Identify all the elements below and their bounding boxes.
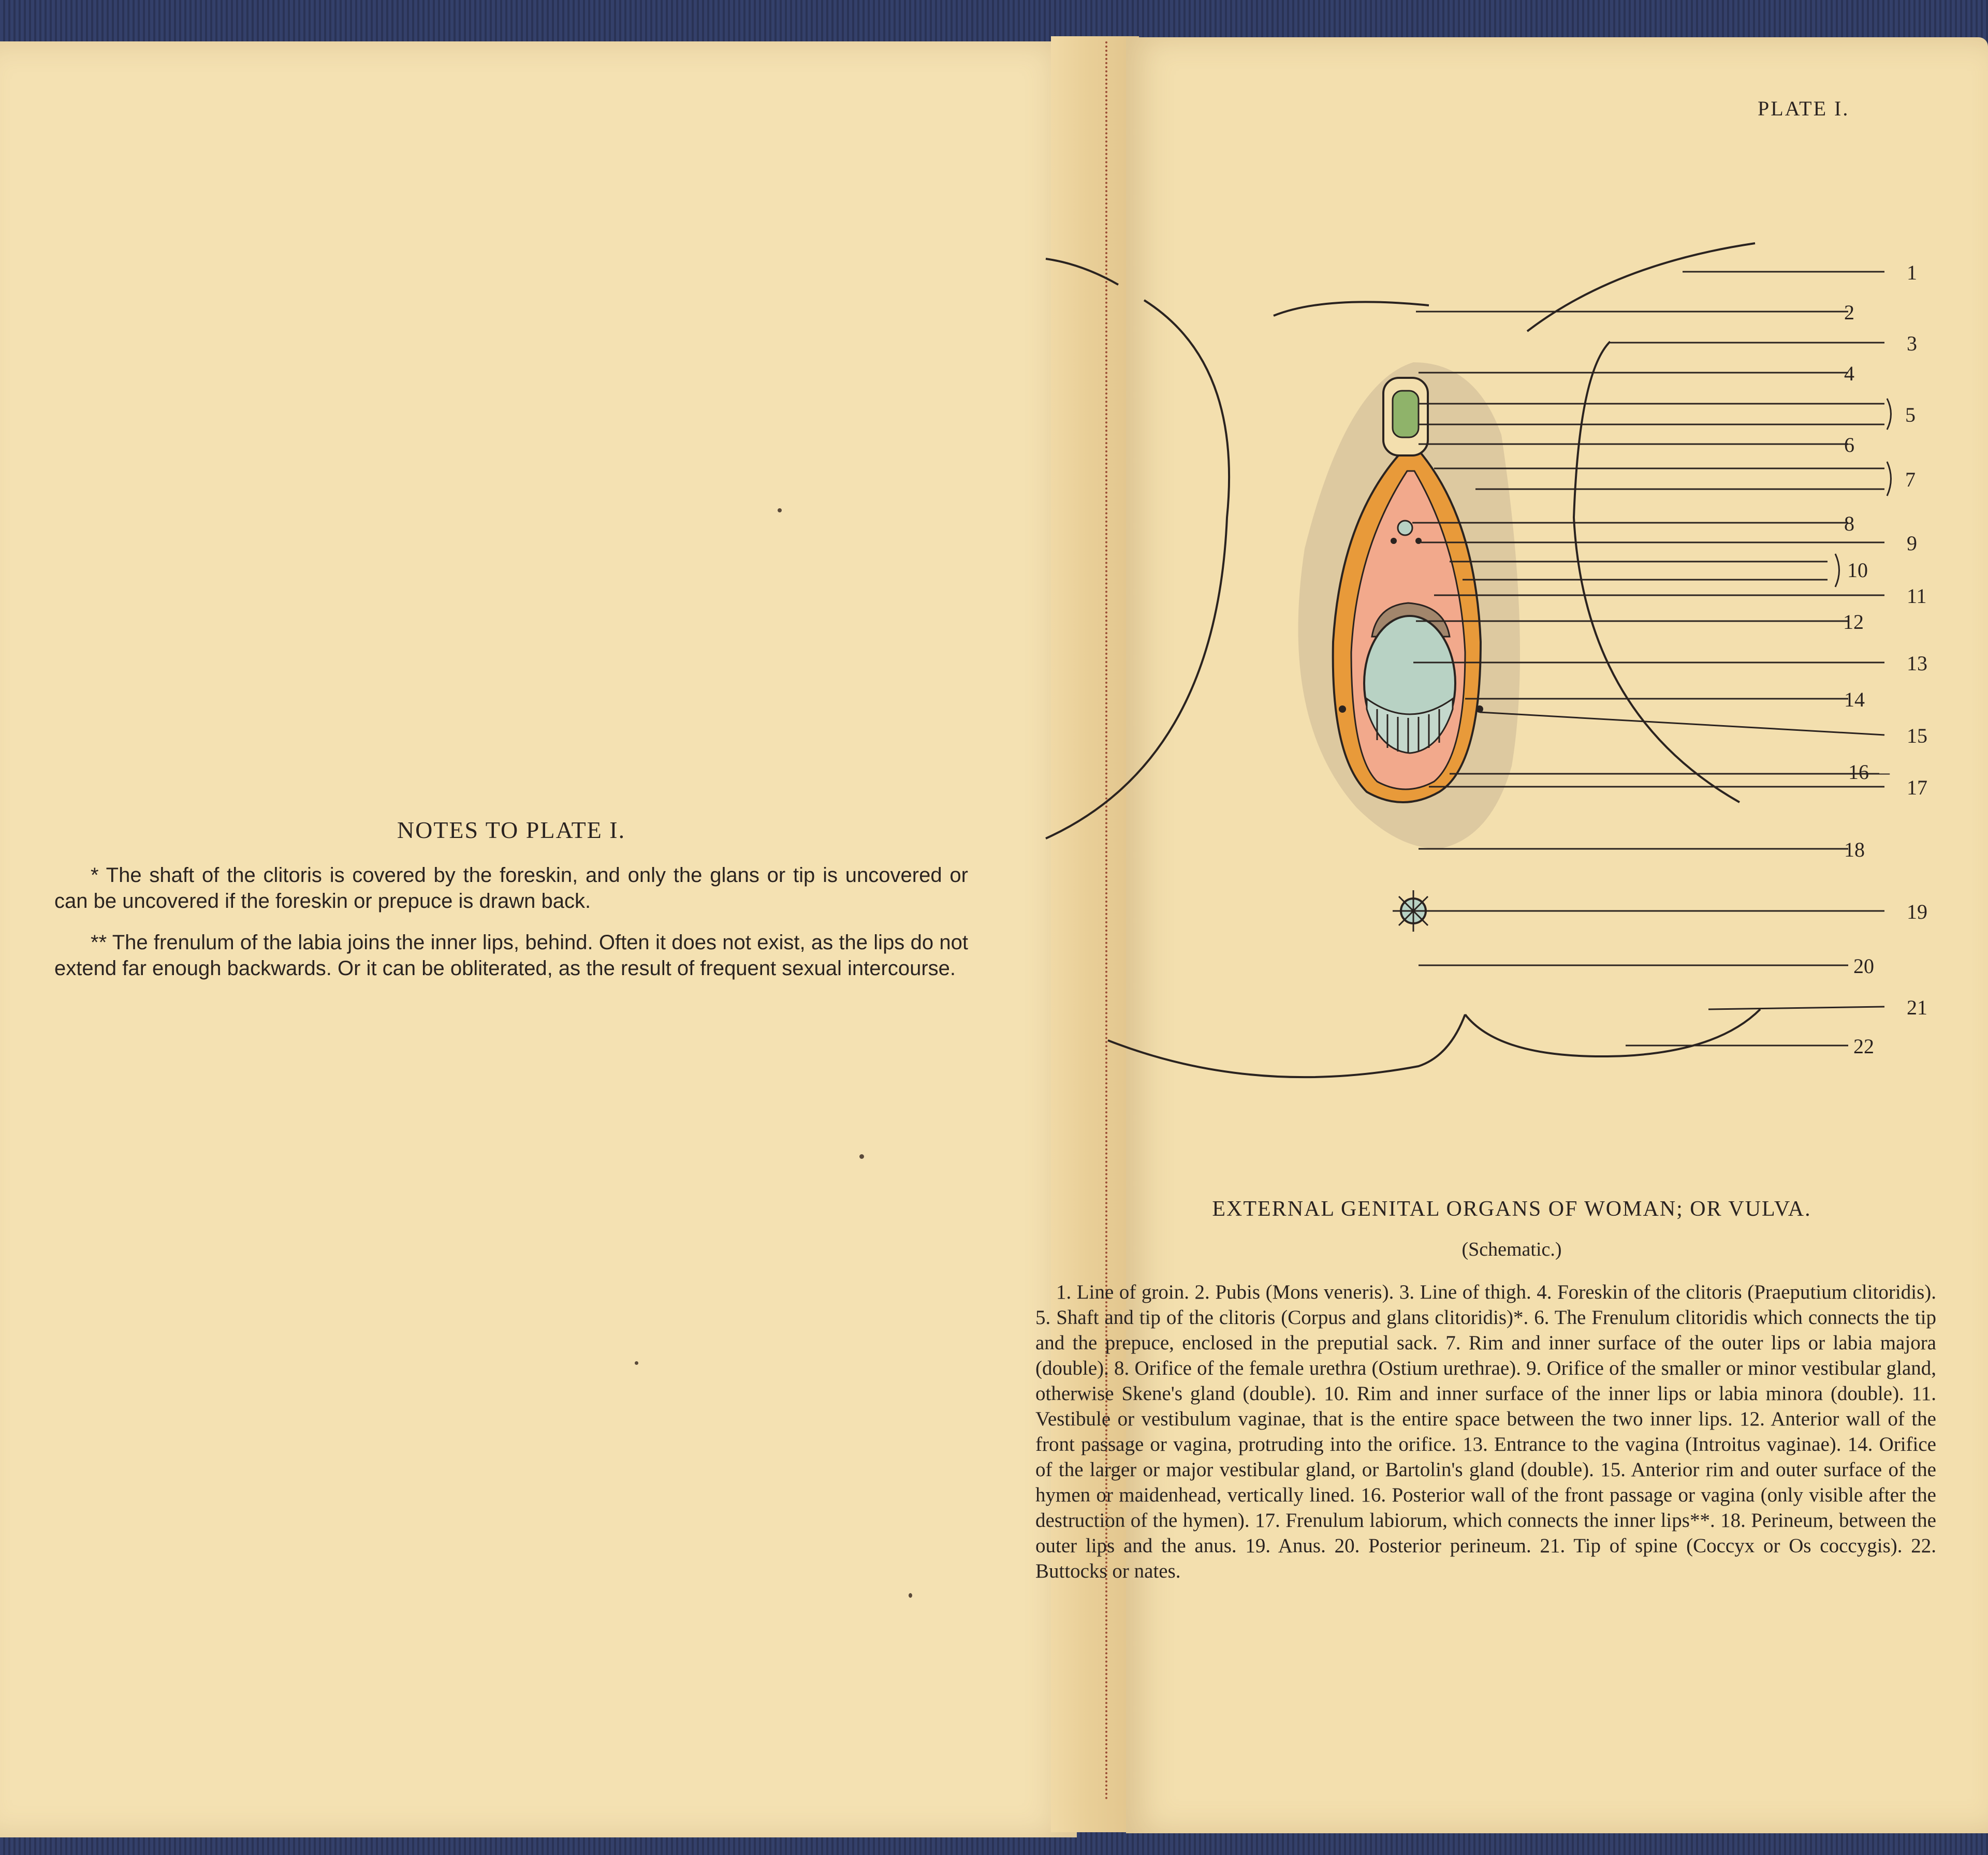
anus-rays — [1393, 890, 1434, 932]
label-5: 5 — [1905, 403, 1916, 426]
groin-line-left — [1046, 259, 1118, 285]
bartholin-gland-left — [1339, 705, 1346, 713]
urethra-orifice — [1398, 521, 1412, 535]
label-12: 12 — [1843, 610, 1864, 634]
buttock-line-left — [1108, 1014, 1465, 1077]
note-2: ** The frenulum of the labia joins the inner lips, behind. Often it does not exist, as the lips do not extend far enough backwards. Or it can be obliterated, as the result of frequent sexual intercourse. — [54, 931, 968, 980]
label-22: 22 — [1853, 1035, 1874, 1058]
label-10: 10 — [1847, 558, 1868, 582]
label-6: 6 — [1844, 433, 1854, 457]
skene-gland-right — [1415, 538, 1422, 544]
plate-label: PLATE I. — [1758, 97, 1850, 120]
label-8: 8 — [1844, 512, 1854, 535]
label-9: 9 — [1907, 532, 1917, 555]
anatomical-diagram — [1035, 228, 1967, 1087]
label-21: 21 — [1907, 996, 1927, 1019]
label-2: 2 — [1844, 301, 1854, 324]
plate-legend: 1. Line of groin. 2. Pubis (Mons veneris). 3. Line of thigh. 4. Foreskin of the clitoris (Praeputium clitoridis). 5. Shaft and tip of the clitoris (Corpus and glans clitoridis)*. 6. The Frenulum clitoridis which connects the tip and the prepuce, enclosed in the preputial sack. 7. Rim and inner surface of the outer lips or labia majora (double). 8. Orifice of the female urethra (Ostium urethrae). 9. Orifice of the smaller or minor vestibular gland, otherwise Skene's gland (double). 10. Rim and inner surface of the inner lips or labia minora (double). 11. Vestibule or vestibulum vaginae, that is the entire space between the two inner lips. 12. Anterior wall of the front passage or vagina, protruding into the orifice. 13. Entrance to the vagina (Introitus vaginae). 14. Orifice of the larger or major vestibular gland, or Bartolin's gland (double). 15. Anterior rim and outer surface of the hymen or maidenhead, vertically lined. 16. Posterior wall of the front passage or vagina (only visible after the destruction of the hymen). 17. Frenulum labiorum, which connects the inner lips**. 18. Perineum, between the outer lips and the anus. 19. Anus. 20. Posterior perineum. 21. Tip of spine (Coccyx or Os coccygis). 22. Buttocks or nates. — [1035, 1281, 1936, 1582]
clitoris-glans — [1393, 391, 1419, 437]
notes-section — [54, 817, 968, 997]
label-14: 14 — [1844, 688, 1865, 711]
label-15: 15 — [1907, 724, 1927, 747]
paper-speck — [859, 1154, 864, 1159]
thigh-line-right — [1574, 342, 1740, 802]
label-4: 4 — [1844, 362, 1854, 385]
diagram-number-labels — [1843, 261, 1927, 1058]
plate-subcaption: (Schematic.) — [1461, 1239, 1562, 1260]
label-3: 3 — [1907, 332, 1917, 355]
pubis-line — [1274, 302, 1429, 316]
label-20: 20 — [1853, 954, 1874, 978]
label-19: 19 — [1907, 900, 1927, 923]
notes-title: NOTES TO PLATE I. — [397, 817, 626, 843]
label-11: 11 — [1907, 584, 1927, 608]
label-18: 18 — [1844, 838, 1865, 861]
paper-speck — [909, 1593, 912, 1598]
note-1: * The shaft of the clitoris is covered by the foreskin, and only the glans or tip is uncovered or can be uncovered if the foreskin or prepuce is drawn back. — [54, 864, 968, 912]
plate-caption: EXTERNAL GENITAL ORGANS OF WOMAN; OR VULVA. — [1212, 1197, 1811, 1221]
groin-line-right — [1527, 243, 1755, 331]
thigh-line-left — [1046, 300, 1229, 838]
label-1: 1 — [1907, 261, 1917, 284]
label-17: 17 — [1907, 776, 1927, 799]
paper-speck — [778, 508, 782, 512]
paper-speck — [635, 1361, 638, 1365]
label-16: 16— — [1848, 760, 1890, 784]
label-7: 7 — [1905, 468, 1916, 491]
skene-gland-left — [1391, 538, 1397, 544]
buttock-line-right — [1465, 1009, 1760, 1056]
label-13: 13 — [1907, 652, 1927, 675]
